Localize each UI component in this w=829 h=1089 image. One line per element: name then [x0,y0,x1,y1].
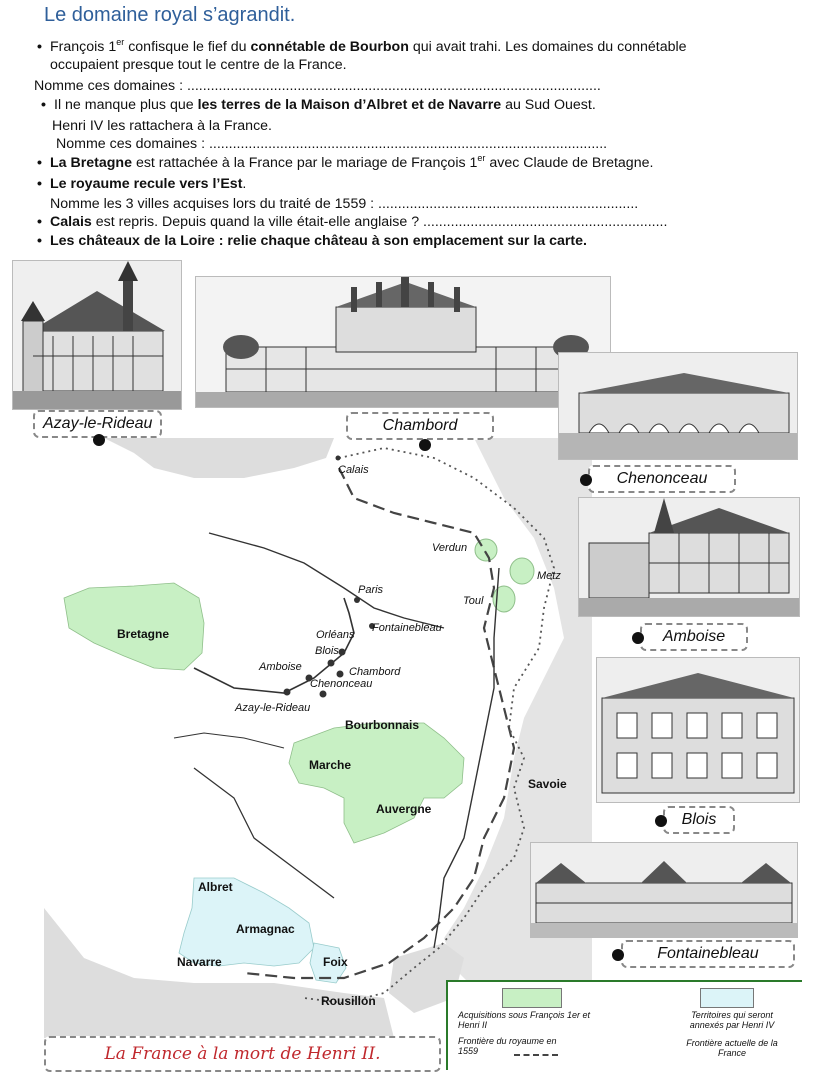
question-three-cities[interactable]: Nomme les 3 villes acquises lors du traité de 1559 : .................................................................. [50,196,639,212]
bullet-chateaux: • Les châteaux de la Loire : relie chaque château à son emplacement sur la carte. [50,232,587,250]
bullet-calais: • Calais est repris. Depuis quand la ville était-elle anglaise ? .............................................................. [50,213,667,231]
fontainebleau-castle-image [530,842,798,938]
region-savoie: Savoie [528,777,567,791]
dot-fontainebleau[interactable] [612,949,624,961]
label-blois: Blois [663,806,735,834]
city-chenonceau: Chenonceau [310,678,373,690]
region-bourbonnais: Bourbonnais [345,718,419,732]
bullet-bourbon-line2: occupaient presque tout le centre de la France. [50,57,347,73]
dot-blois[interactable] [655,815,667,827]
map-svg [44,438,592,1038]
legend-current-label: Frontière actuelle de la France [686,1038,778,1058]
legend-frontier1559-line [514,1054,558,1056]
label-azay: Azay-le-Rideau [33,410,162,438]
legend-acq-label: Acquisitions sous François 1er et Henri II [458,1010,591,1030]
label-fontainebleau: Fontainebleau [621,940,795,968]
bullet-bourbon: • François 1er confisque le fief du connétable de Bourbon qui avait trahi. Les domaines du connétable [50,38,687,56]
region-marche: Marche [309,758,352,772]
region-armagnac: Armagnac [236,922,295,936]
city-fontainebleau: Fontainebleau [372,622,442,634]
bullet-est: • Le royaume recule vers l’Est. [50,175,246,193]
dot-amboise[interactable] [632,632,644,644]
legend-acq-swatch [502,988,562,1008]
region-auvergne: Auvergne [376,802,432,816]
question-albret-domains[interactable]: Nomme ces domaines : ..................................................................................................... [56,136,608,152]
chenonceau-castle-image [558,352,798,460]
dot-chambord[interactable] [419,439,431,451]
dot-chenonceau[interactable] [580,474,592,486]
france-map [44,438,592,1038]
city-blois: Blois [315,645,339,657]
amboise-castle-image [578,497,800,617]
region-navarre: Navarre [177,955,222,969]
city-verdun: Verdun [432,542,468,554]
city-chambord: Chambord [349,666,401,678]
city-toul: Toul [463,595,484,607]
region-rousillon: Rousillon [321,994,376,1008]
map-legend [446,980,802,1070]
question-bourbon-domains[interactable]: Nomme ces domaines : ......................................................................................................... [34,78,601,94]
legend-frontier1559-label: Frontière du royaume en 1559 [458,1036,557,1056]
chambord-castle-image [195,276,611,408]
page-title: Le domaine royal s’agrandit. [44,4,296,26]
region-albret: Albret [198,880,233,894]
label-chambord: Chambord [346,412,494,440]
bullet-bretagne: • La Bretagne est rattachée à la France par le mariage de François 1er avec Claude de Bretagne. [50,154,653,172]
legend-henri4-label: Territoires qui seront annexés par Henri IV [689,1010,775,1030]
azay-castle-image [12,260,182,410]
map-caption: La France à la mort de Henri II. [44,1036,441,1072]
city-paris: Paris [358,584,384,596]
blois-castle-image [596,657,800,803]
dot-azay[interactable] [93,434,105,446]
city-metz: Metz [537,570,561,582]
city-orleans: Orléans [316,629,355,641]
region-foix: Foix [323,955,348,969]
city-amboise: Amboise [259,661,302,673]
label-amboise: Amboise [640,623,748,651]
legend-henri4-swatch [700,988,754,1008]
city-calais: Calais [338,464,369,476]
bullet-albret-line2: Henri IV les rattachera à la France. [52,118,273,134]
city-azay: Azay-le-Rideau [235,702,311,714]
region-bretagne: Bretagne [117,627,170,641]
label-chenonceau: Chenonceau [588,465,736,493]
bullet-albret: • Il ne manque plus que les terres de la Maison d’Albret et de Navarre au Sud Ouest. [54,96,596,114]
